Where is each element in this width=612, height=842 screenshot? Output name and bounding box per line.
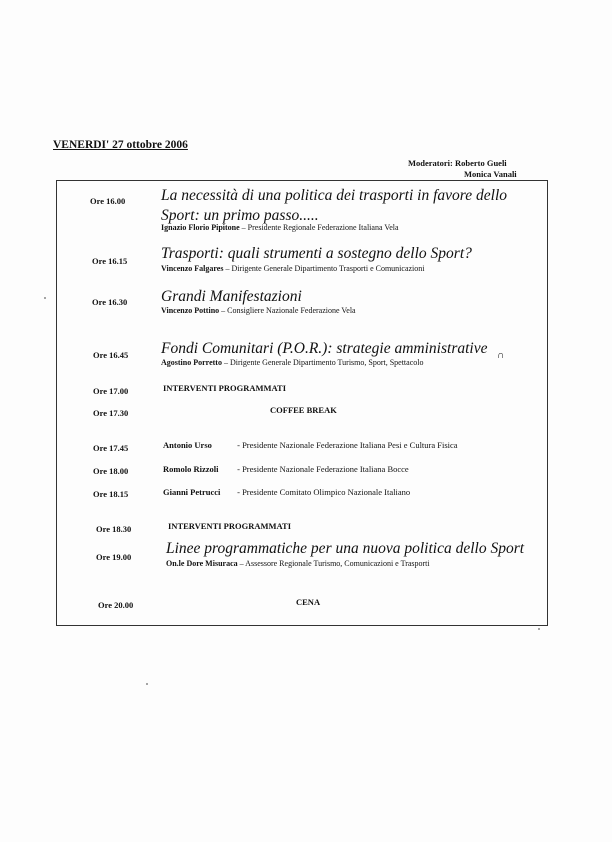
speaker-name: Ignazio Florio Pipitone: [161, 223, 240, 232]
schedule-time: Ore 16.00: [90, 196, 126, 206]
dinner-label: CENA: [296, 597, 321, 607]
scan-speck: [44, 297, 46, 299]
speaker-role: – Assessore Regionale Turismo, Comunicazioni e Trasporti: [237, 559, 430, 568]
speaker-name: Antonio Urso: [163, 440, 212, 450]
speaker-role: – Presidente Regionale Federazione Italiana Vela: [239, 223, 399, 232]
session-speaker: [161, 223, 399, 232]
session-title: Linee programmatiche per una nuova politica dello Sport: [166, 540, 525, 557]
speaker-role: - Presidente Comitato Olimpico Nazionale Italiano: [235, 487, 411, 497]
session-title: Fondi Comunitari (P.O.R.): strategie amministrative: [161, 340, 488, 357]
speaker-name: Vincenzo Pottino: [161, 306, 220, 315]
schedule-time: Ore 17.30: [93, 408, 129, 418]
schedule-time: Ore 19.00: [96, 552, 132, 562]
schedule-time: Ore 20.00: [98, 600, 134, 610]
speaker-name: Agostino Porretto: [161, 358, 222, 367]
speaker-row: [163, 440, 458, 450]
session-speaker: [161, 306, 356, 315]
schedule-time: Ore 17.00: [93, 386, 129, 396]
schedule-time: Ore 17.45: [93, 443, 129, 453]
session-speaker: [161, 358, 423, 367]
scan-speck: [146, 683, 148, 685]
speaker-role: – Dirigente Generale Dipartimento Trasporti e Comunicazioni: [223, 264, 425, 273]
handwritten-mark: ∩: [497, 350, 505, 361]
moderators-label: Moderatori:: [408, 158, 453, 168]
moderator-1: Roberto Gueli: [454, 158, 507, 168]
speaker-name: Vincenzo Falgares: [161, 264, 224, 273]
schedule-time: Ore 16.30: [92, 297, 128, 307]
programmed-interventions-label: INTERVENTI PROGRAMMATI: [168, 521, 292, 531]
scan-speck: [538, 628, 540, 630]
session-speaker: [161, 264, 425, 273]
session-title: Grandi Manifestazioni: [161, 288, 302, 305]
speaker-name: On.le Dore Misuraca: [166, 559, 238, 568]
speaker-role: - Presidente Nazionale Federazione Italiana Pesi e Cultura Fisica: [235, 440, 458, 450]
speaker-row: [163, 464, 409, 474]
schedule-time: Ore 16.45: [93, 350, 129, 360]
session-title: Trasporti: quali strumenti a sostegno dello Sport?: [161, 245, 472, 262]
schedule-time: Ore 18.15: [93, 489, 129, 499]
programmed-interventions-label: INTERVENTI PROGRAMMATI: [163, 383, 287, 393]
schedule-time: Ore 18.00: [93, 466, 129, 476]
session-title-continued: Sport: un primo passo.....: [161, 207, 319, 224]
moderator-2: Monica Vanali: [464, 169, 517, 179]
coffee-break-label: COFFEE BREAK: [270, 405, 337, 415]
session-speaker: [166, 559, 430, 568]
moderators: [408, 158, 517, 180]
day-heading: VENERDI' 27 ottobre 2006: [53, 139, 188, 151]
schedule-time: Ore 18.30: [96, 524, 132, 534]
session-title: La necessità di una politica dei trasporti in favore dello: [161, 187, 507, 204]
speaker-name: Gianni Petrucci: [163, 487, 221, 497]
schedule-time: Ore 16.15: [92, 256, 128, 266]
speaker-role: – Dirigente Generale Dipartimento Turismo, Sport, Spettacolo: [221, 358, 424, 367]
speaker-role: – Consigliere Nazionale Federazione Vela: [219, 306, 356, 315]
speaker-name: Romolo Rizzoli: [163, 464, 219, 474]
speaker-row: [163, 487, 410, 497]
speaker-role: - Presidente Nazionale Federazione Italiana Bocce: [235, 464, 409, 474]
